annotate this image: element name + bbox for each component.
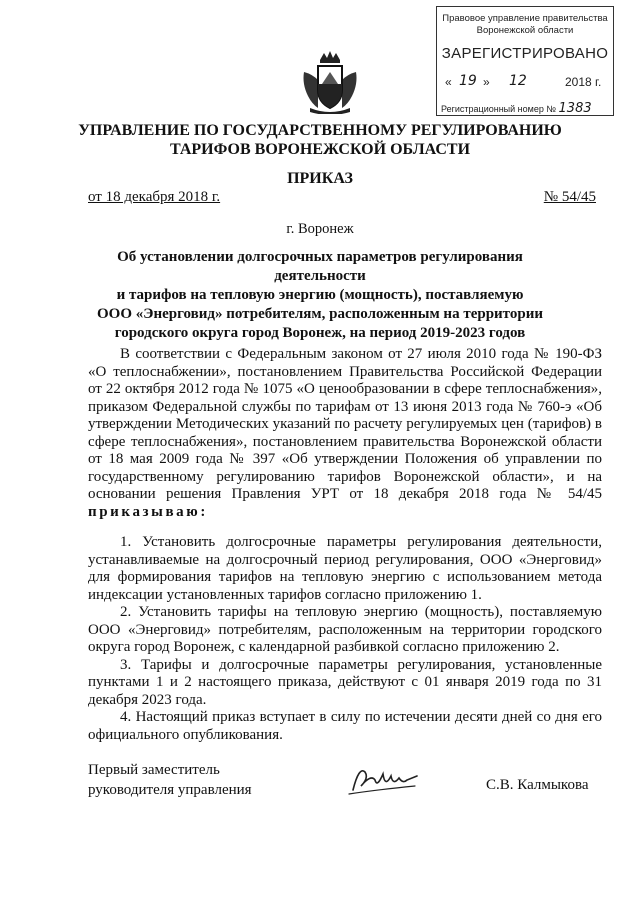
stamp-reg-number-line xyxy=(441,101,611,116)
signatory-name: С.В. Калмыкова xyxy=(486,777,589,793)
stamp-date-close-quote: » xyxy=(483,75,490,89)
order-item-4: 4. Настоящий приказ вступает в силу по истечении десяти дней со дня его официального опубликования. xyxy=(88,709,602,743)
subject-line: Об установлении долгосрочных параметров регулирования деятельности xyxy=(117,249,523,284)
order-item-2: 2. Установить тарифы на тепловую энергию (мощность), поставляемую ООО «Энерговид» потребителям, расположенным на территории городского округа город Воронеж, с календарной разбивкой согласно приложению 2. xyxy=(88,604,602,655)
subject-line: городского округа город Воронеж, на период 2019-2023 годов xyxy=(114,325,526,341)
order-item-1: 1. Установить долгосрочные параметры регулирования деятельности, устанавливаемые на долгосрочный период регулирования, ООО «Энерговид» для формирования тарифов на тепловую энергию с использованием метода индексации установленных тарифов согласно приложению 1. xyxy=(88,534,602,603)
stamp-date-open-quote: « xyxy=(445,75,452,89)
document-type: ПРИКАЗ xyxy=(287,170,353,187)
preamble xyxy=(88,346,602,521)
stamp-date-year: 2018 г. xyxy=(565,75,602,89)
stamp-date-day: 19 xyxy=(459,73,477,89)
registration-stamp xyxy=(436,6,614,116)
stamp-org-line1: Правовое управление правительства xyxy=(442,13,608,24)
stamp-reg-label: Регистрационный номер № xyxy=(441,104,557,114)
stamp-date xyxy=(445,73,609,93)
stamp-reg-number: 1383 xyxy=(558,101,592,116)
subject-line: ООО «Энерговид» потребителям, расположенным на территории xyxy=(97,306,543,322)
preamble-text: В соответствии с Федеральным законом от 27 июля 2010 года № 190-ФЗ «О теплоснабжении», постановлением Правительства Российской Федерации от 22 октября 2012 года № 1075 «О ценообразовании в сфере теплоснабжения», приказом Федеральной службы по тарифам от 13 июня 2013 года № 760-э «Об утверждении Методических указаний по расчету регулируемых цен (тарифов) в сфере теплоснабжения», постановлением правительства Воронежской области от 18 мая 2009 года № 397 «Об утверждении Положения об управлении по государственному регулированию тарифов Воронежской области», и на основании решения Правления УРТ от 18 декабря 2018 года № 54/45 xyxy=(88,346,602,502)
document-subject xyxy=(80,248,560,343)
order-word: приказываю: xyxy=(88,503,208,520)
stamp-org-line2: Воронежской области xyxy=(476,25,574,36)
document-date: от 18 декабря 2018 г. xyxy=(88,189,221,205)
authority-name-line1: УПРАВЛЕНИЕ ПО ГОСУДАРСТВЕННОМУ РЕГУЛИРОВАНИЮ xyxy=(78,122,562,139)
order-items xyxy=(88,534,602,744)
signatory-position xyxy=(88,760,252,800)
order-item-3: 3. Тарифы и долгосрочные параметры регулирования, установленные пунктами 1 и 2 настоящего приказа, действуют с 01 января 2019 года по 31 декабря 2023 года. xyxy=(88,656,602,708)
handwritten-signature-icon xyxy=(345,760,435,800)
stamp-registered-label: ЗАРЕГИСТРИРОВАНО xyxy=(441,45,609,62)
subject-line: и тарифов на тепловую энергию (мощность), поставляемую xyxy=(116,287,524,303)
stamp-date-month: 12 xyxy=(509,73,527,89)
signatory-position-line2: руководителя управления xyxy=(88,782,252,798)
document-number: № 54/45 xyxy=(543,189,596,205)
document-city: г. Воронеж xyxy=(286,221,354,237)
coat-of-arms-icon xyxy=(300,50,360,114)
authority-name-line2: ТАРИФОВ ВОРОНЕЖСКОЙ ОБЛАСТИ xyxy=(169,141,471,158)
signatory-position-line1: Первый заместитель xyxy=(88,762,220,778)
